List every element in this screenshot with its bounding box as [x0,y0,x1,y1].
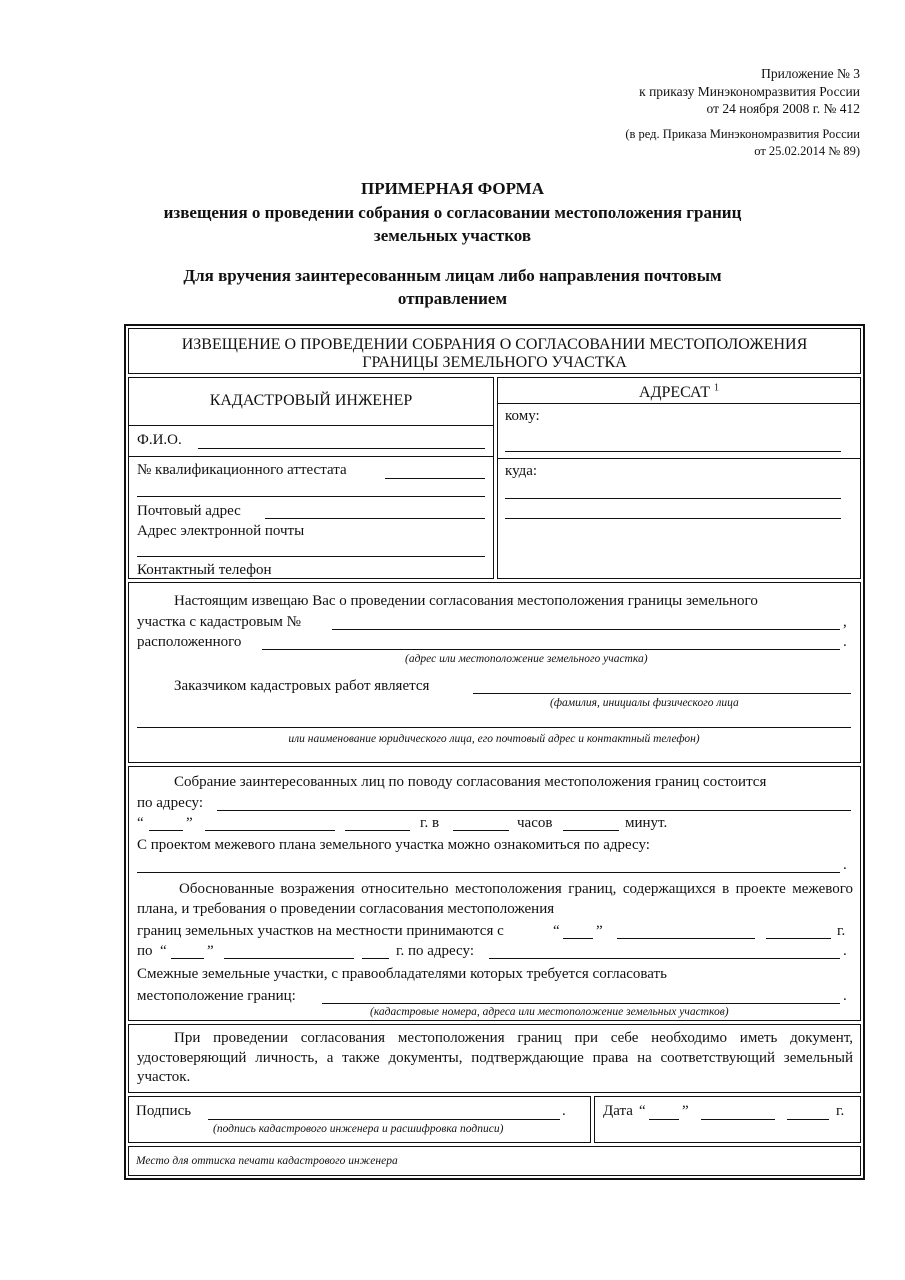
quote-close-3: ” [207,943,214,959]
stamp-label: Место для оттиска печати кадастрового инженера [136,1155,398,1167]
engineer-extra-field[interactable] [137,496,485,497]
signature-label: Подпись [136,1103,192,1119]
objections-text: Обоснованные возражения относительно местоположения границ, содержащихся в проекте межевого плана, и требования о проведении согласования местоположения [137,881,853,917]
postal-field[interactable] [265,518,485,519]
where-label: куда: [505,463,538,479]
title-line1: ПРИМЕРНАЯ ФОРМА [360,179,545,198]
appendix-line2: к приказу Минэкономразвития России [639,84,860,99]
accept-to-month-field[interactable] [224,958,354,959]
email-field[interactable] [137,556,485,557]
quote-close-2: ” [596,923,603,939]
revision-line1: (в ред. Приказа Минэкономразвития России [625,127,860,141]
accepted-label: границ земельных участков на местности принимаются с [137,923,504,939]
quote-open-1: “ [137,815,144,831]
accept-to-day-field[interactable] [171,958,204,959]
meeting-address-field[interactable] [217,810,851,811]
appendix-line3: от 24 ноября 2008 г. № 412 [706,101,860,116]
adjacent-period: . [843,988,847,1004]
addressee-row-divider [497,458,861,459]
to-field[interactable] [505,451,841,452]
comma: , [843,614,847,630]
year-address-label: г. по адресу: [396,943,474,959]
cadastral-number-field[interactable] [332,629,840,630]
year-label-1: г. [837,923,846,939]
meeting-address-label: по адресу: [137,795,204,811]
form-heading-line2: ГРАНИЦЫ ЗЕМЕЛЬНОГО УЧАСТКА [362,354,627,371]
accept-from-day-field[interactable] [563,938,593,939]
meeting-day-field[interactable] [149,830,183,831]
customer-field[interactable] [473,693,851,694]
revision-line2: от 25.02.2014 № 89) [754,144,860,158]
engineer-divider [128,425,494,426]
engineer-row-divider [128,456,494,457]
meeting-hours-field[interactable] [453,830,509,831]
accept-from-year-field[interactable] [766,938,831,939]
objections-period: . [843,943,847,959]
adjacent-line2: местоположение границ: [137,988,296,1004]
accept-from-month-field[interactable] [617,938,755,939]
date-year-field[interactable] [787,1119,829,1120]
subtitle-line2: отправлением [397,289,508,308]
signature-field[interactable] [208,1119,560,1120]
email-label: Адрес электронной почты [137,523,305,539]
engineer-title: КАДАСТРОВЫЙ ИНЖЕНЕР [209,392,413,409]
period: . [843,634,847,650]
where-field-1[interactable] [505,498,841,499]
customer-field-2[interactable] [137,727,851,728]
cert-label: № квалификационного аттестата [137,462,347,478]
cadastral-label: участка с кадастровым № [137,614,301,630]
signature-hint: (подпись кадастрового инженера и расшифровка подписи) [213,1123,504,1135]
title-line2: извещения о проведении собрания о согласовании местоположения границ [163,203,742,222]
date-year-label: г. [836,1103,845,1119]
project-address-field[interactable] [137,872,840,873]
quote-close-4: ” [682,1103,689,1119]
where-field-2[interactable] [505,518,841,519]
postal-label: Почтовый адрес [137,503,241,519]
fio-field[interactable] [198,448,485,449]
minutes-label: минут. [625,815,668,831]
adjacent-plots-field[interactable] [322,1003,840,1004]
documents-text: При проведении согласования местоположения границ при себе необходимо иметь документ, удостоверяющий личность, а также документы, подтверждающие права на соответствующий земельный участок. [137,1030,853,1085]
addressee-title: АДРЕСАТ $^1$ [639,382,719,401]
date-day-field[interactable] [649,1119,679,1120]
project-label: С проектом межевого плана земельного участка можно ознакомиться по адресу: [137,837,650,853]
location-field[interactable] [262,649,840,650]
quote-open-2: “ [553,923,560,939]
addressee-divider [497,403,861,404]
quote-close-1: ” [186,815,193,831]
date-label: Дата [603,1103,633,1119]
adjacent-line1: Смежные земельные участки, с правообладателями которых требуется согласовать [137,966,667,982]
quote-open-4: “ [639,1103,646,1119]
until-label: по [137,943,153,959]
cert-field[interactable] [385,478,485,479]
accept-to-year-field[interactable] [362,958,389,959]
located-label: расположенного [137,634,242,650]
phone-label: Контактный телефон [137,562,272,578]
date-month-field[interactable] [701,1119,775,1120]
customer-hint-2: или наименование юридического лица, его почтовый адрес и контактный телефон) [288,733,700,745]
adjacent-hint: (кадастровые номера, адреса или местоположение земельных участков) [370,1006,729,1018]
meeting-minutes-field[interactable] [563,830,619,831]
year-at-label: г. в [420,815,440,831]
appendix-line1: Приложение № 3 [761,66,860,81]
fio-label: Ф.И.О. [137,432,182,448]
objections-address-field[interactable] [489,958,840,959]
meeting-month-field[interactable] [205,830,335,831]
subtitle-line1: Для вручения заинтересованным лицам либо направления почтовым [183,266,722,285]
title-line3: земельных участков [373,226,532,245]
location-hint: (адрес или местоположение земельного участка) [405,653,648,665]
quote-open-3: “ [160,943,167,959]
to-label: кому: [505,408,540,424]
customer-hint: (фамилия, инициалы физического лица [550,697,739,709]
signature-period: . [562,1103,566,1119]
meeting-year-field[interactable] [345,830,410,831]
meeting-line1: Собрание заинтересованных лиц по поводу согласования местоположения границ состоится [174,774,767,790]
project-period: . [843,857,847,873]
form-heading-line1: ИЗВЕЩЕНИЕ О ПРОВЕДЕНИИ СОБРАНИЯ О СОГЛАСОВАНИИ МЕСТОПОЛОЖЕНИЯ [181,336,808,353]
customer-label: Заказчиком кадастровых работ является [174,678,430,694]
addressee-box [497,377,861,579]
footnote-mark: 1 [713,382,719,394]
hours-label: часов [517,815,553,831]
notice-line1: Настоящим извещаю Вас о проведении согласования местоположения границы земельного [174,593,758,609]
